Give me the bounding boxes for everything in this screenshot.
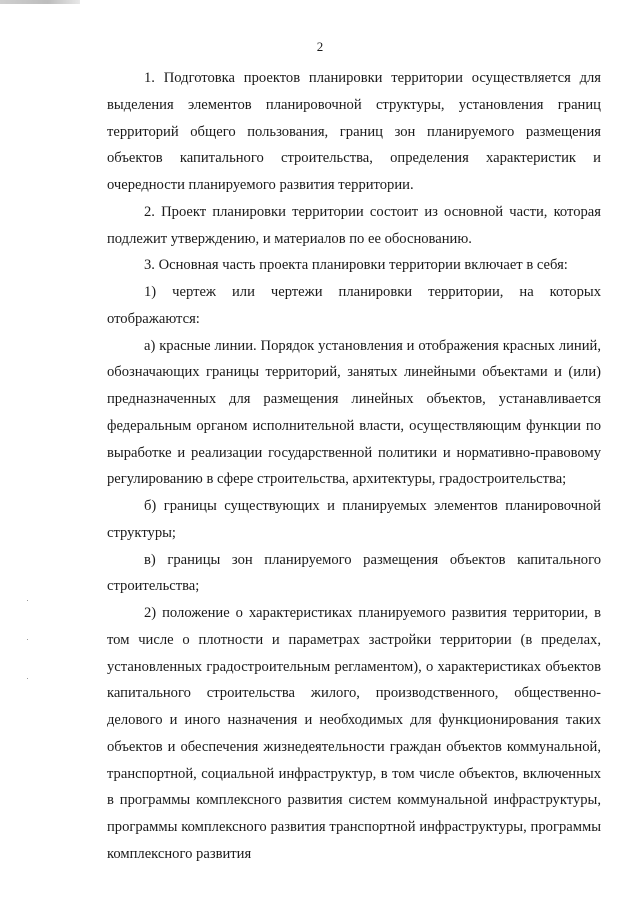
paragraph-3: 3. Основная часть проекта планировки территории включает в себя:: [144, 257, 568, 274]
page-number: 2: [316, 39, 324, 54]
paragraph-3-1-b: б) границы существующих и планируемых элементов планировочной структуры;: [107, 498, 601, 541]
paragraph-1: 1. Подготовка проектов планировки территории осуществляется для выделения элементов планировочной структуры, установления границ территорий общего пользования, границ зон планируемого размещения объектов капитального строительства, определения характеристик и очередности планируемого развития территории.: [107, 70, 601, 193]
paragraph-3-2: 2) положение о характеристиках планируемого развития территории, в том числе о плотности и параметрах застройки территории (в пределах, установленных градостроительным регламентом), о характеристиках объектов капитального строительства жилого, производственного, общественно-делового и иного назначения и необходимых для функционирования таких объектов и обеспечения жизнедеятельности граждан объектов коммунальной, транспортной, социальной инфраструктур, в том числе объектов, включенных в программы комплексного развития систем коммунальной инфраструктуры, программы комплексного развития транспортной инфраструктуры, программы комплексного развития: [107, 605, 601, 862]
paragraph-3-1-v: в) границы зон планируемого размещения объектов капитального строительства;: [107, 551, 601, 595]
paragraph-3-1-a: а) красные линии. Порядок установления и отображения красных линий, обозначающих границы территорий, занятых линейными объектами и (или) предназначенных для размещения линейных объектов, устанавливается федеральным органом исполнительной власти, осуществляющим функции по выработке и реализации государственной политики и нормативно-правовому регулированию в сфере строительства, архитектуры, градостроительства;: [107, 337, 601, 488]
scan-edge-mark: [0, 0, 80, 4]
document-body: [107, 65, 601, 868]
paragraph-3-1: 1) чертеж или чертежи планировки территории, на которых отображаются:: [107, 284, 601, 327]
paragraph-2: 2. Проект планировки территории состоит из основной части, которая подлежит утверждению, и материалов по ее обоснованию.: [107, 203, 601, 247]
margin-scan-dots: [27, 600, 29, 720]
